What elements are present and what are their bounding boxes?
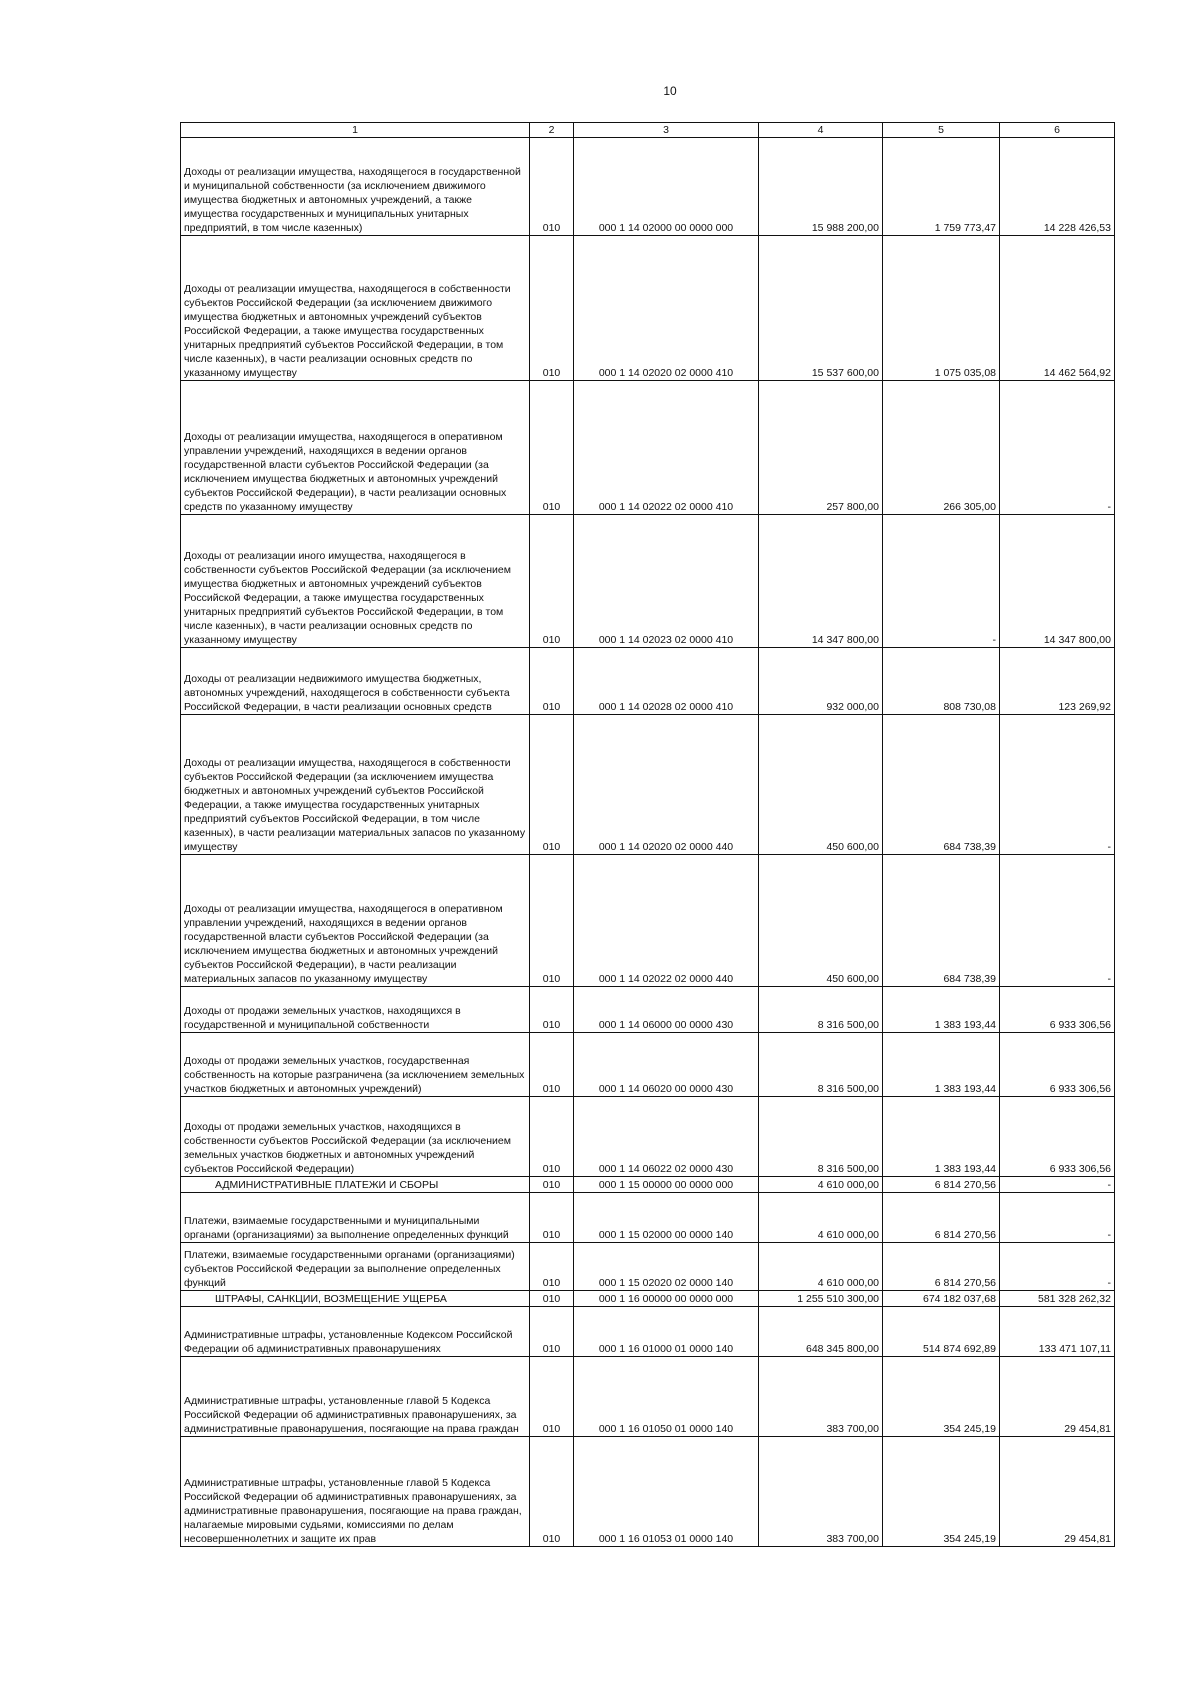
- row-line-code: 010: [530, 515, 574, 648]
- table-row: [181, 138, 1115, 236]
- row-budget-code: 000 1 14 02022 02 0000 410: [574, 381, 759, 515]
- row-budget-code: 000 1 15 02000 00 0000 140: [574, 1193, 759, 1243]
- row-line-code: 010: [530, 1291, 574, 1307]
- row-budget-code: 000 1 15 02020 02 0000 140: [574, 1243, 759, 1291]
- header-col-4: 4: [759, 123, 883, 138]
- row-col5-value: 6 814 270,56: [883, 1193, 1000, 1243]
- row-col6-value: 6 933 306,56: [1000, 1033, 1115, 1097]
- row-col4-value: 14 347 800,00: [759, 515, 883, 648]
- table-row: [181, 1243, 1115, 1291]
- row-col5-value: 514 874 692,89: [883, 1307, 1000, 1357]
- row-name: Доходы от реализации иного имущества, находящегося в собственности субъектов Российской Федерации (за исключением имущества бюджетных и автономных учреждений субъектов Российской Федерации, а также имущества государственных унитарных предприятий субъектов Российской Федерации, в том числе казенных), в части реализации основных средств по указанному имуществу: [181, 515, 530, 648]
- row-col5-value: 674 182 037,68: [883, 1291, 1000, 1307]
- row-col4-value: 648 345 800,00: [759, 1307, 883, 1357]
- header-row: [181, 123, 1115, 138]
- row-col6-value: 123 269,92: [1000, 648, 1115, 715]
- row-col4-value: 383 700,00: [759, 1357, 883, 1437]
- row-budget-code: 000 1 14 06022 02 0000 430: [574, 1097, 759, 1177]
- row-budget-code: 000 1 14 02020 02 0000 410: [574, 236, 759, 381]
- row-col6-value: -: [1000, 1177, 1115, 1193]
- row-budget-code: 000 1 16 01000 01 0000 140: [574, 1307, 759, 1357]
- header-col-1: 1: [181, 123, 530, 138]
- row-name: Доходы от реализации имущества, находящегося в оперативном управлении учреждений, находящихся в ведении органов государственной власти субъектов Российской Федерации (за исключением имущества бюджетных и автономных учреждений субъектов Российской Федерации), в части реализации материальных запасов по указанному имуществу: [181, 855, 530, 987]
- row-col6-value: 29 454,81: [1000, 1437, 1115, 1547]
- table-row: [181, 1097, 1115, 1177]
- row-name: Доходы от продажи земельных участков, государственная собственность на которые разграничена (за исключением земельных участков бюджетных и автономных учреждений): [181, 1033, 530, 1097]
- row-col5-value: 354 245,19: [883, 1437, 1000, 1547]
- row-col6-value: -: [1000, 855, 1115, 987]
- row-budget-code: 000 1 14 06000 00 0000 430: [574, 987, 759, 1033]
- row-col5-value: 354 245,19: [883, 1357, 1000, 1437]
- row-budget-code: 000 1 15 00000 00 0000 000: [574, 1177, 759, 1193]
- row-line-code: 010: [530, 648, 574, 715]
- row-line-code: 010: [530, 1097, 574, 1177]
- row-line-code: 010: [530, 138, 574, 236]
- row-col5-value: 6 814 270,56: [883, 1243, 1000, 1291]
- row-col4-value: 8 316 500,00: [759, 1033, 883, 1097]
- row-col6-value: 581 328 262,32: [1000, 1291, 1115, 1307]
- row-col5-value: 1 759 773,47: [883, 138, 1000, 236]
- row-budget-code: 000 1 14 02020 02 0000 440: [574, 715, 759, 855]
- page-number: 10: [663, 84, 677, 98]
- row-budget-code: 000 1 16 01050 01 0000 140: [574, 1357, 759, 1437]
- revenue-table: [180, 122, 1115, 1547]
- header-col-2: 2: [530, 123, 574, 138]
- row-col5-value: 684 738,39: [883, 855, 1000, 987]
- table-row: [181, 855, 1115, 987]
- row-col5-value: 808 730,08: [883, 648, 1000, 715]
- row-budget-code: 000 1 16 00000 00 0000 000: [574, 1291, 759, 1307]
- table-row: [181, 1307, 1115, 1357]
- row-line-code: 010: [530, 381, 574, 515]
- row-name: Платежи, взимаемые государственными органами (организациями) субъектов Российской Федерации за выполнение определенных функций: [181, 1243, 530, 1291]
- row-name: Доходы от реализации имущества, находящегося в оперативном управлении учреждений, находящихся в ведении органов государственной власти субъектов Российской Федерации (за исключением имущества бюджетных и автономных учреждений субъектов Российской Федерации), в части реализации основных средств по указанному имуществу: [181, 381, 530, 515]
- row-line-code: 010: [530, 987, 574, 1033]
- row-col4-value: 4 610 000,00: [759, 1177, 883, 1193]
- row-name: Доходы от реализации имущества, находящегося в собственности субъектов Российской Федерации (за исключением имущества бюджетных и автономных учреждений субъектов Российской Федерации, а также имущества государственных унитарных предприятий субъектов Российской Федерации, в том числе казенных), в части реализации материальных запасов по указанному имуществу: [181, 715, 530, 855]
- row-col6-value: 6 933 306,56: [1000, 987, 1115, 1033]
- header-col-5: 5: [883, 123, 1000, 138]
- table-row: [181, 1177, 1115, 1193]
- row-name: Административные штрафы, установленные Кодексом Российской Федерации об административных правонарушениях: [181, 1307, 530, 1357]
- row-col4-value: 383 700,00: [759, 1437, 883, 1547]
- row-budget-code: 000 1 14 02028 02 0000 410: [574, 648, 759, 715]
- row-line-code: 010: [530, 1177, 574, 1193]
- row-col5-value: 1 383 193,44: [883, 1097, 1000, 1177]
- row-col6-value: -: [1000, 1193, 1115, 1243]
- row-col6-value: -: [1000, 1243, 1115, 1291]
- row-col5-value: -: [883, 515, 1000, 648]
- row-col5-value: 1 383 193,44: [883, 1033, 1000, 1097]
- row-line-code: 010: [530, 1193, 574, 1243]
- row-col6-value: -: [1000, 715, 1115, 855]
- row-name: АДМИНИСТРАТИВНЫЕ ПЛАТЕЖИ И СБОРЫ: [181, 1177, 530, 1193]
- row-name: ШТРАФЫ, САНКЦИИ, ВОЗМЕЩЕНИЕ УЩЕРБА: [181, 1291, 530, 1307]
- row-col4-value: 15 537 600,00: [759, 236, 883, 381]
- table-row: [181, 236, 1115, 381]
- row-col4-value: 450 600,00: [759, 855, 883, 987]
- row-budget-code: 000 1 16 01053 01 0000 140: [574, 1437, 759, 1547]
- header-col-3: 3: [574, 123, 759, 138]
- row-col4-value: 15 988 200,00: [759, 138, 883, 236]
- row-name: Доходы от продажи земельных участков, находящихся в собственности субъектов Российской Федерации (за исключением земельных участков бюджетных и автономных учреждений субъектов Российской Федерации): [181, 1097, 530, 1177]
- table-row: [181, 1437, 1115, 1547]
- row-col6-value: 29 454,81: [1000, 1357, 1115, 1437]
- table-row: [181, 1357, 1115, 1437]
- row-line-code: 010: [530, 1243, 574, 1291]
- row-col4-value: 8 316 500,00: [759, 1097, 883, 1177]
- row-col5-value: 6 814 270,56: [883, 1177, 1000, 1193]
- table-row: [181, 987, 1115, 1033]
- row-col6-value: -: [1000, 381, 1115, 515]
- row-col6-value: 14 347 800,00: [1000, 515, 1115, 648]
- row-col5-value: 266 305,00: [883, 381, 1000, 515]
- table-row: [181, 1193, 1115, 1243]
- row-name: Доходы от реализации недвижимого имущества бюджетных, автономных учреждений, находящегося в собственности субъекта Российской Федерации, в части реализации основных средств: [181, 648, 530, 715]
- row-name: Доходы от реализации имущества, находящегося в собственности субъектов Российской Федерации (за исключением движимого имущества бюджетных и автономных учреждений субъектов Российской Федерации, а также имущества государственных унитарных предприятий субъектов Российской Федерации, в том числе казенных), в части реализации основных средств по указанному имуществу: [181, 236, 530, 381]
- row-line-code: 010: [530, 1033, 574, 1097]
- row-budget-code: 000 1 14 02022 02 0000 440: [574, 855, 759, 987]
- row-name: Административные штрафы, установленные главой 5 Кодекса Российской Федерации об административных правонарушениях, за административные правонарушения, посягающие на права граждан, налагаемые мировыми судьями, комиссиями по делам несовершеннолетних и защите их прав: [181, 1437, 530, 1547]
- table-row: [181, 1033, 1115, 1097]
- row-col4-value: 932 000,00: [759, 648, 883, 715]
- row-budget-code: 000 1 14 06020 00 0000 430: [574, 1033, 759, 1097]
- table-row: [181, 515, 1115, 648]
- row-line-code: 010: [530, 855, 574, 987]
- row-name: Доходы от продажи земельных участков, находящихся в государственной и муниципальной собственности: [181, 987, 530, 1033]
- table-row: [181, 715, 1115, 855]
- row-col6-value: 14 462 564,92: [1000, 236, 1115, 381]
- row-col6-value: 133 471 107,11: [1000, 1307, 1115, 1357]
- header-col-6: 6: [1000, 123, 1115, 138]
- table-row: [181, 381, 1115, 515]
- row-name: Платежи, взимаемые государственными и муниципальными органами (организациями) за выполнение определенных функций: [181, 1193, 530, 1243]
- row-budget-code: 000 1 14 02023 02 0000 410: [574, 515, 759, 648]
- row-col4-value: 1 255 510 300,00: [759, 1291, 883, 1307]
- table-row: [181, 1291, 1115, 1307]
- row-col6-value: 14 228 426,53: [1000, 138, 1115, 236]
- row-line-code: 010: [530, 715, 574, 855]
- table-row: [181, 648, 1115, 715]
- row-col4-value: 450 600,00: [759, 715, 883, 855]
- row-line-code: 010: [530, 236, 574, 381]
- row-col4-value: 257 800,00: [759, 381, 883, 515]
- row-line-code: 010: [530, 1437, 574, 1547]
- row-line-code: 010: [530, 1307, 574, 1357]
- row-col6-value: 6 933 306,56: [1000, 1097, 1115, 1177]
- row-col5-value: 684 738,39: [883, 715, 1000, 855]
- row-budget-code: 000 1 14 02000 00 0000 000: [574, 138, 759, 236]
- row-name: Доходы от реализации имущества, находящегося в государственной и муниципальной собственности (за исключением движимого имущества бюджетных и автономных учреждений, а также имущества государственных и муниципальных унитарных предприятий, в том числе казенных): [181, 138, 530, 236]
- row-col5-value: 1 383 193,44: [883, 987, 1000, 1033]
- row-col4-value: 8 316 500,00: [759, 987, 883, 1033]
- row-name: Административные штрафы, установленные главой 5 Кодекса Российской Федерации об административных правонарушениях, за административные правонарушения, посягающие на права граждан: [181, 1357, 530, 1437]
- row-col4-value: 4 610 000,00: [759, 1243, 883, 1291]
- row-col4-value: 4 610 000,00: [759, 1193, 883, 1243]
- row-line-code: 010: [530, 1357, 574, 1437]
- row-col5-value: 1 075 035,08: [883, 236, 1000, 381]
